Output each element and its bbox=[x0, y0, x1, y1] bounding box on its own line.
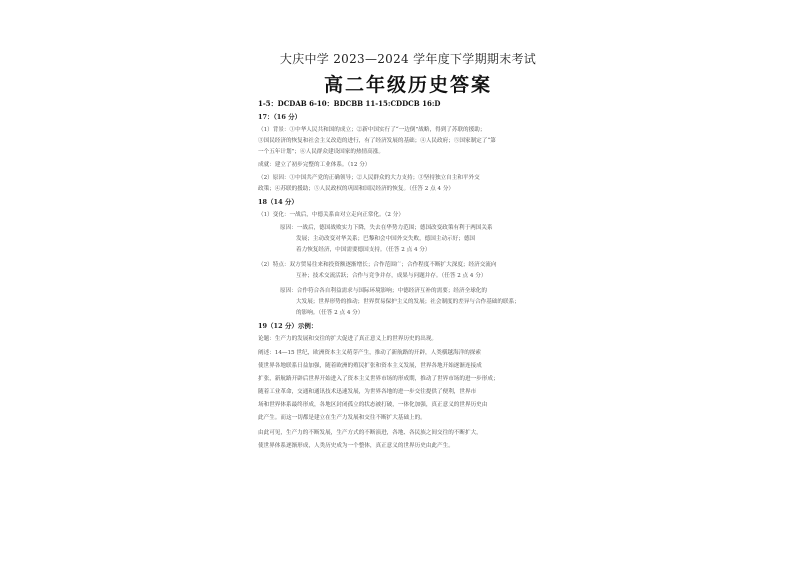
q19-line: 论题：生产力的发展和交往的扩大促进了真正意义上的世界历史的出现。 bbox=[258, 336, 438, 342]
q18-line: 原因：一战后，德国战败实力下降，失去在华势力范围；德国改变政策有利于两国关系 bbox=[280, 225, 493, 231]
q18-line: （2）特点：双方贸易往来和投资额逐渐增长；合作范围广；合作程度不断扩大深度；经济交流向 bbox=[258, 262, 497, 268]
q18-line: 互补；技术交流活跃；合作与竞争并存，成果与问题并存。（任答 2 点 4 分） bbox=[296, 273, 487, 279]
q17-line: 成就：建立了初步完整的工业体系。（12 分） bbox=[258, 162, 371, 168]
q18-line: 的影响。（任答 2 点 4 分） bbox=[296, 310, 364, 316]
q18-heading: 18（14 分） bbox=[258, 198, 298, 206]
q17-line: 政策；④苏联的援助；⑤人民政权的巩固和国民经济的恢复。（任答 2 点 4 分） bbox=[258, 186, 455, 192]
q18-line: 原因：合作符合各自利益需求与国际环境影响；中德经济互补的需要；经济全球化的 bbox=[280, 288, 487, 294]
q18-line: 着力恢复经济，中国需要德国支持。（任答 2 点 4 分） bbox=[296, 247, 431, 253]
exam-title: 大庆中学 2023—2024 学年度下学期期末考试 bbox=[279, 52, 537, 66]
q19-line: 使世界各地联系日益加强，随着欧洲的殖民扩张和资本主义发展，世界各地开始逐渐连接成 bbox=[258, 363, 482, 369]
q18-line: 大发展；世界形势的推动；世界贸易保护主义的发展；社会制度的差异与合作基础的联系； bbox=[296, 299, 520, 305]
document-title: 高二年级历史答案 bbox=[323, 74, 492, 96]
q19-line: 扩张，新航路开辟后世界开始进入了资本主义世界市场的形成期，推动了世界市场的进一步形成； bbox=[258, 376, 499, 382]
q18-line: 发展；主动改变对华关系；巴黎和会中国外交失败，德国主动示好；德国 bbox=[296, 236, 476, 242]
q19-line: 场和世界体系最终形成，各地区封闭孤立的状态被打破，一体化加强，真正意义的世界历史由 bbox=[258, 402, 488, 408]
q17-heading: 17：（16 分） bbox=[258, 113, 302, 121]
q17-line: （1）背景：①中华人民共和国的成立；②新中国实行了“一边倒”战略，得到了苏联的援助； bbox=[258, 127, 486, 133]
q19-line: 阐述：14—15 世纪，欧洲资本主义萌芽产生，推动了新航路的开辟，人类横越海洋的探索 bbox=[258, 350, 481, 356]
q17-line: ③国民经济的恢复和社会主义改造的进行，有了经济发展的基础；④人民政府；⑤国家制定了“第 bbox=[258, 138, 496, 144]
q18-line: （1）变化：一战后，中德关系由对立走向正常化。（2 分） bbox=[258, 212, 404, 218]
q17-line: 一个五年计划”；⑥人民群众建设国家的热情高涨。 bbox=[258, 149, 384, 155]
q19-line: 使世界体系逐渐形成，人类历史成为一个整体，真正意义的世界历史由此产生。 bbox=[258, 443, 454, 449]
q19-line: 随着工业革命，交通和通讯技术迅速发展，为世界各地的进一步交往提供了便利，世界市 bbox=[258, 389, 477, 395]
choice-answer-keys: 1-5：DCDAB 6-10：BDCBB 11-15:CDDCB 16:D bbox=[258, 99, 441, 108]
q19-heading: 19（12 分）示例： bbox=[258, 322, 318, 330]
q17-line: （2）原因：①中国共产党的正确领导；②人民群众的大力支持；③坚持独立自主和平外交 bbox=[258, 175, 480, 181]
answer-sheet bbox=[258, 44, 558, 514]
q19-line: 由此可见，生产力的不断发展，生产方式的不断演进，各地、各民族之间交往的不断扩大， bbox=[258, 430, 482, 436]
q19-line: 此产生。而这一切都是建立在生产力发展和交往不断扩大基础上的。 bbox=[258, 415, 426, 421]
